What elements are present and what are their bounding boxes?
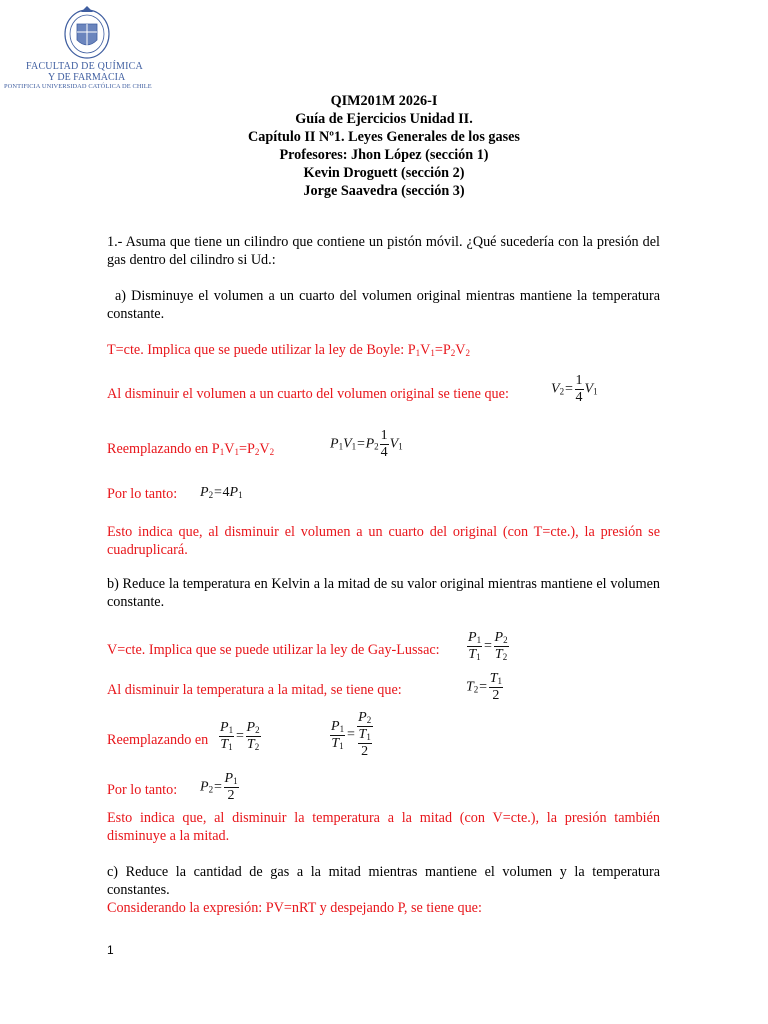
part-a-therefore: Por lo tanto: <box>107 486 178 502</box>
course-code: QIM201M 2026-I <box>330 93 438 109</box>
formula-v2-quarter-v1: $V_2=$ $\frac{1}{4}$ $V_1$ <box>551 373 598 405</box>
part-b-replace-text: Reemplazando en <box>107 732 209 748</box>
formula-gay-lussac-repeat: $\frac{P_1}{T_1}$ = $\frac{P_2}{T_2}$ <box>220 720 260 752</box>
page-number: 1 <box>107 943 114 957</box>
part-b-reduce-text: Al disminuir la temperatura a la mitad, se tiene que: <box>107 682 402 698</box>
logo-text-pharmacy: Y DE FARMACIA <box>48 72 126 83</box>
part-a-conclusion: Esto indica que, al disminuir el volumen a un cuarto del original (con T=cte.), la presión se cuadruplicará. <box>107 524 660 558</box>
part-c-considering: Considerando la expresión: PV=nRT y despejando P, se tiene que: <box>107 900 482 916</box>
chapter-title: Capítulo II Nº1. Leyes Generales de los gases <box>248 129 520 145</box>
university-seal-icon <box>62 2 112 62</box>
part-b-statement: b) Reduce la temperatura en Kelvin a la mitad de su valor original mientras mantiene el volumen constante. <box>107 576 660 610</box>
boyle-law-text: T=cte. Implica que se puede utilizar la ley de Boyle: <box>107 342 408 358</box>
part-c-statement: c) Reduce la cantidad de gas a la mitad mientras mantiene el volumen y la temperatura constantes. <box>107 864 660 898</box>
gay-lussac-text: V=cte. Implica que se puede utilizar la ley de Gay-Lussac: <box>107 642 440 658</box>
formula-gay-lussac-substituted: $\frac{P_1}{T_1}$ = $P_2$ $T_1$ 2 <box>331 710 372 759</box>
part-a-statement: a) Disminuye el volumen a un cuarto del volumen original mientras mantiene la temperatura constante. <box>107 288 660 322</box>
faculty-logo <box>4 2 164 94</box>
part-a-replace-text: Reemplazando en <box>107 441 212 457</box>
boyle-law-line: T=cte. Implica que se puede utilizar la ley de Boyle: $P_1V_1=P_2V_2$ <box>107 342 470 358</box>
professor-1: Profesores: Jhon López (sección 1) <box>279 147 489 163</box>
formula-p2-half-p1: $P_2=$ $\frac{P_1}{2}$ <box>200 771 238 803</box>
logo-text-faculty: FACULTAD DE QUÍMICA <box>26 61 143 72</box>
part-b-conclusion: Esto indica que, al disminuir la temperatura a la mitad (con V=cte.), la presión también disminuye a la mitad. <box>107 810 660 844</box>
part-a-replace-line: Reemplazando en $P_1V_1=P_2V_2$ <box>107 441 275 457</box>
part-b-therefore: Por lo tanto: <box>107 782 178 798</box>
professor-2: Kevin Droguett (sección 2) <box>303 165 465 181</box>
part-a-reduce-text: Al disminuir el volumen a un cuarto del volumen original se tiene que: <box>107 386 509 402</box>
formula-p1v1-substituted: $P_1V_1=P_2$ $\frac{1}{4}$ $V_1$ <box>330 428 403 460</box>
formula-gay-lussac: $\frac{P_1}{T_1}$ = $\frac{P_2}{T_2}$ <box>468 630 508 662</box>
formula-p2-4p1: $P_2=4P_1$ <box>200 485 243 500</box>
logo-text-university: PONTIFICIA UNIVERSIDAD CATÓLICA DE CHILE <box>4 83 152 90</box>
document-header <box>0 92 768 200</box>
question-1: 1.- Asuma que tiene un cilindro que contiene un pistón móvil. ¿Qué sucedería con la presión del gas dentro del cilindro si Ud.: <box>107 234 660 268</box>
professor-3: Jorge Saavedra (sección 3) <box>303 183 465 199</box>
guide-title: Guía de Ejercicios Unidad II. <box>295 111 473 127</box>
formula-t2-half-t1: $T_2=$ $\frac{T_1}{2}$ <box>466 671 503 703</box>
